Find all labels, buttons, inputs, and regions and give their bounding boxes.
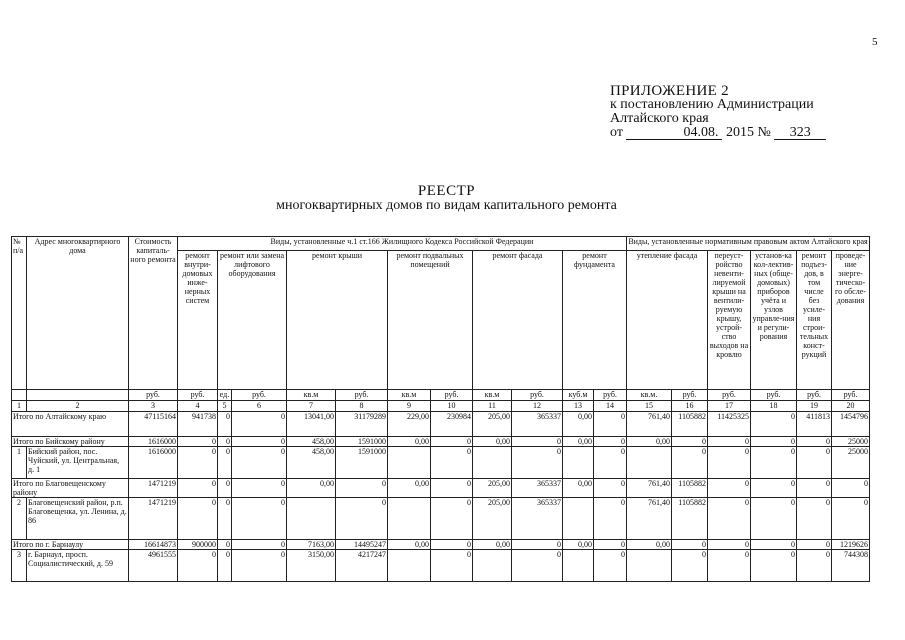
data-cell: 0 <box>832 479 870 498</box>
header-elevator: ремонт или замена лифтового оборудования <box>218 251 287 390</box>
data-cell: 0 <box>431 540 473 550</box>
data-cell: 0 <box>218 550 232 582</box>
data-cell: 0 <box>178 447 218 479</box>
header-address: Адрес многоквартирного дома <box>27 237 129 390</box>
data-cell: 0 <box>751 447 797 479</box>
data-cell: 3150,00 <box>287 550 336 582</box>
data-cell: 14495247 <box>336 540 388 550</box>
data-cell <box>388 447 431 479</box>
data-cell: 0 <box>512 550 563 582</box>
data-cell: 4961555 <box>129 550 178 582</box>
total-row <box>12 437 870 447</box>
data-cell: 0 <box>594 437 627 447</box>
data-cell <box>563 550 594 582</box>
data-cell: 0,00 <box>563 479 594 498</box>
unit-cell: кв.м <box>287 390 336 401</box>
data-cell: 0 <box>178 550 218 582</box>
header-basement: ремонт подвальных помещений <box>388 251 473 390</box>
data-cell: 0 <box>797 447 832 479</box>
data-cell: 0,00 <box>473 437 512 447</box>
data-cell <box>563 498 594 540</box>
data-cell <box>627 447 672 479</box>
data-cell: 941738 <box>178 412 218 437</box>
data-cell: 0,00 <box>627 540 672 550</box>
data-cell: 458,00 <box>287 437 336 447</box>
data-cell: 0 <box>751 550 797 582</box>
column-number: 3 <box>129 401 178 412</box>
data-cell: 0,00 <box>563 437 594 447</box>
data-cell: 0 <box>594 447 627 479</box>
row-address: г. Барнаул, просп. Социалистический, д. 59 <box>27 550 129 582</box>
data-cell: 0,00 <box>388 479 431 498</box>
data-cell: 0 <box>232 540 287 550</box>
data-cell: 0 <box>751 479 797 498</box>
data-cell: 0 <box>232 437 287 447</box>
table-row <box>12 447 870 479</box>
data-cell: 0,00 <box>563 540 594 550</box>
data-cell: 47115164 <box>129 412 178 437</box>
column-number: 4 <box>178 401 218 412</box>
data-cell: 13041,00 <box>287 412 336 437</box>
data-cell: 0 <box>594 540 627 550</box>
data-cell: 31179289 <box>336 412 388 437</box>
data-cell: 744308 <box>832 550 870 582</box>
data-cell: 0 <box>708 550 751 582</box>
column-number-row <box>12 401 870 412</box>
row-address: Благовещенский район, р.п. Благовещенка, ул. Ленина, д. 86 <box>27 498 129 540</box>
unit-cell: кв.м <box>473 390 512 401</box>
appendix-title: ПРИЛОЖЕНИЕ 2 <box>610 83 729 99</box>
data-cell: 0 <box>512 437 563 447</box>
data-cell: 0 <box>336 498 388 540</box>
unit-cell: руб. <box>797 390 832 401</box>
units-blank <box>27 390 129 401</box>
row-number: 1 <box>12 447 27 479</box>
column-number: 19 <box>797 401 832 412</box>
column-number: 10 <box>431 401 473 412</box>
data-cell: 0 <box>232 479 287 498</box>
data-cell: 0 <box>797 498 832 540</box>
data-cell: 365337 <box>512 412 563 437</box>
appendix-line-2: Алтайского края <box>610 111 709 126</box>
total-row <box>12 540 870 550</box>
data-cell: 205,00 <box>473 479 512 498</box>
data-cell: 0 <box>232 498 287 540</box>
number-label: № <box>757 125 771 140</box>
data-cell: 0 <box>178 437 218 447</box>
data-cell <box>563 447 594 479</box>
data-cell: 0 <box>431 479 473 498</box>
data-cell: 0 <box>751 412 797 437</box>
header-roof-conversion: переуст-ройство невенти-лируемой крыши на вентили-руемую крышу, устрой-ство выходов на кровлю <box>708 251 751 390</box>
data-cell: 0 <box>708 447 751 479</box>
registry-table <box>11 236 870 582</box>
data-cell: 1471219 <box>129 479 178 498</box>
data-cell: 0 <box>178 479 218 498</box>
data-cell: 11425325 <box>708 412 751 437</box>
data-cell: 1616000 <box>129 437 178 447</box>
total-label: Итого по г. Барнаулу <box>12 540 129 550</box>
data-cell: 0 <box>708 498 751 540</box>
column-number: 18 <box>751 401 797 412</box>
unit-cell: кв.м <box>388 390 431 401</box>
header-engineering-systems: ремонт внутри-домовых инже-нерных систем <box>178 251 218 390</box>
column-number: 8 <box>336 401 388 412</box>
registry-title: РЕЕСТР <box>417 183 476 199</box>
total-label: Итого по Благовещенскому району <box>12 479 129 498</box>
data-cell: 0 <box>336 479 388 498</box>
data-cell: 1616000 <box>129 447 178 479</box>
column-number: 2 <box>27 401 129 412</box>
data-cell: 0,00 <box>627 437 672 447</box>
appendix-date-line <box>610 126 826 140</box>
total-row <box>12 412 870 437</box>
data-cell: 458,00 <box>287 447 336 479</box>
header-num: № п/а <box>12 237 27 390</box>
data-cell: 761,40 <box>627 479 672 498</box>
total-label: Итого по Бийскому району <box>12 437 129 447</box>
unit-cell: руб. <box>832 390 870 401</box>
data-cell: 0 <box>218 437 232 447</box>
data-cell: 230984 <box>431 412 473 437</box>
data-cell: 1105882 <box>672 479 708 498</box>
appendix-line-1: к постановлению Администрации <box>610 97 814 112</box>
unit-cell: куб.м <box>563 390 594 401</box>
unit-cell: руб. <box>336 390 388 401</box>
unit-cell: ед. <box>218 390 232 401</box>
column-number: 13 <box>563 401 594 412</box>
column-number: 1 <box>12 401 27 412</box>
header-foundation: ремонт фундамента <box>563 251 627 390</box>
column-number: 6 <box>232 401 287 412</box>
data-cell: 0 <box>797 437 832 447</box>
data-cell: 0 <box>797 540 832 550</box>
unit-cell: руб. <box>129 390 178 401</box>
data-cell: 1105882 <box>672 498 708 540</box>
data-cell: 0,00 <box>388 437 431 447</box>
data-cell: 0 <box>672 447 708 479</box>
data-cell <box>473 447 512 479</box>
data-cell: 0 <box>672 550 708 582</box>
data-cell: 0 <box>672 540 708 550</box>
data-cell: 0 <box>431 447 473 479</box>
data-cell: 900000 <box>178 540 218 550</box>
data-cell: 229,00 <box>388 412 431 437</box>
decree-number: 323 <box>774 127 826 140</box>
data-cell: 0 <box>218 479 232 498</box>
data-cell: 0 <box>512 447 563 479</box>
data-cell <box>627 550 672 582</box>
unit-cell: руб. <box>751 390 797 401</box>
registry-table-body <box>12 237 870 582</box>
data-cell: 1591000 <box>336 437 388 447</box>
data-cell: 0,00 <box>563 412 594 437</box>
unit-cell: руб. <box>431 390 473 401</box>
data-cell: 0 <box>751 498 797 540</box>
total-label: Итого по Алтайскому краю <box>12 412 129 437</box>
header-group-regional: Виды, установленные нормативным правовым актом Алтайского края <box>627 237 870 251</box>
column-number: 11 <box>473 401 512 412</box>
header-energy-audit: проведе-ние энерге-тическо-го обсле-дования <box>832 251 870 390</box>
data-cell: 25000 <box>832 437 870 447</box>
data-cell: 7163,00 <box>287 540 336 550</box>
data-cell: 0 <box>218 498 232 540</box>
data-cell <box>287 498 336 540</box>
header-cost: Стоимость капиталь-ного ремонта <box>129 237 178 390</box>
data-cell: 0 <box>797 479 832 498</box>
column-number: 14 <box>594 401 627 412</box>
unit-cell: руб. <box>708 390 751 401</box>
units-row <box>12 390 870 401</box>
decree-year: 2015 <box>725 125 754 140</box>
data-cell <box>388 498 431 540</box>
data-cell: 16614873 <box>129 540 178 550</box>
column-number: 5 <box>218 401 232 412</box>
decree-date: 04.08. <box>626 127 722 140</box>
header-metering: установ-ка кол-лектив-ных (обще-домовых) приборов учёта и узлов управле-ния и регули-рования <box>751 251 797 390</box>
data-cell: 761,40 <box>627 412 672 437</box>
data-cell: 0 <box>178 498 218 540</box>
data-cell: 0 <box>218 540 232 550</box>
unit-cell: руб. <box>512 390 563 401</box>
column-number: 9 <box>388 401 431 412</box>
header-roof: ремонт крыши <box>287 251 388 390</box>
unit-cell: руб. <box>178 390 218 401</box>
data-cell: 4217247 <box>336 550 388 582</box>
data-cell: 0 <box>232 447 287 479</box>
data-cell: 0 <box>594 550 627 582</box>
data-cell: 1471219 <box>129 498 178 540</box>
data-cell: 0 <box>708 437 751 447</box>
data-cell: 0 <box>594 498 627 540</box>
column-number: 20 <box>832 401 870 412</box>
unit-cell: руб. <box>232 390 287 401</box>
data-cell: 0 <box>832 498 870 540</box>
appendix-block <box>610 84 826 140</box>
registry-subtitle: многоквартирных домов по видам капитального ремонта <box>276 198 617 213</box>
header-group-federal: Виды, установленные ч.1 ст.166 Жилищного Кодекса Российской Федерации <box>178 237 627 251</box>
data-cell: 0 <box>431 498 473 540</box>
data-cell: 0,00 <box>473 540 512 550</box>
data-cell: 0 <box>431 550 473 582</box>
row-number: 2 <box>12 498 27 540</box>
data-cell: 0 <box>512 540 563 550</box>
data-cell: 1219626 <box>832 540 870 550</box>
data-cell: 0 <box>218 447 232 479</box>
unit-cell: руб. <box>672 390 708 401</box>
data-cell: 0 <box>232 550 287 582</box>
data-cell: 0 <box>232 412 287 437</box>
row-address: Бийский район, пос. Чуйский, ул. Центральная, д. 1 <box>27 447 129 479</box>
data-cell: 0 <box>708 540 751 550</box>
data-cell: 0 <box>751 437 797 447</box>
data-cell: 0,00 <box>287 479 336 498</box>
data-cell: 0 <box>218 412 232 437</box>
data-cell: 0 <box>672 437 708 447</box>
from-label: от <box>610 125 623 140</box>
data-cell: 0 <box>594 412 627 437</box>
table-row <box>12 498 870 540</box>
data-cell <box>473 550 512 582</box>
column-number: 15 <box>627 401 672 412</box>
total-row <box>12 479 870 498</box>
data-cell: 365337 <box>512 479 563 498</box>
header-facade-insulation: утепление фасада <box>627 251 708 390</box>
unit-cell: руб. <box>594 390 627 401</box>
header-facade: ремонт фасада <box>473 251 563 390</box>
data-cell: 1591000 <box>336 447 388 479</box>
data-cell: 0 <box>431 437 473 447</box>
data-cell: 205,00 <box>473 412 512 437</box>
data-cell: 0 <box>708 479 751 498</box>
data-cell <box>388 550 431 582</box>
page-number: 5 <box>872 36 878 48</box>
data-cell: 0 <box>594 479 627 498</box>
data-cell: 365337 <box>512 498 563 540</box>
column-number: 16 <box>672 401 708 412</box>
units-blank <box>12 390 27 401</box>
data-cell: 1105882 <box>672 412 708 437</box>
data-cell: 25000 <box>832 447 870 479</box>
data-cell: 1454796 <box>832 412 870 437</box>
data-cell: 205,00 <box>473 498 512 540</box>
column-number: 12 <box>512 401 563 412</box>
unit-cell: кв.м. <box>627 390 672 401</box>
column-number: 7 <box>287 401 336 412</box>
data-cell: 411813 <box>797 412 832 437</box>
column-number: 17 <box>708 401 751 412</box>
data-cell: 0,00 <box>388 540 431 550</box>
header-entrances: ремонт подъез-дов, в том числе без усиле-ния строи-тельных конст-рукций <box>797 251 832 390</box>
data-cell: 761,40 <box>627 498 672 540</box>
data-cell: 0 <box>751 540 797 550</box>
row-number: 3 <box>12 550 27 582</box>
data-cell: 0 <box>797 550 832 582</box>
table-row <box>12 550 870 582</box>
